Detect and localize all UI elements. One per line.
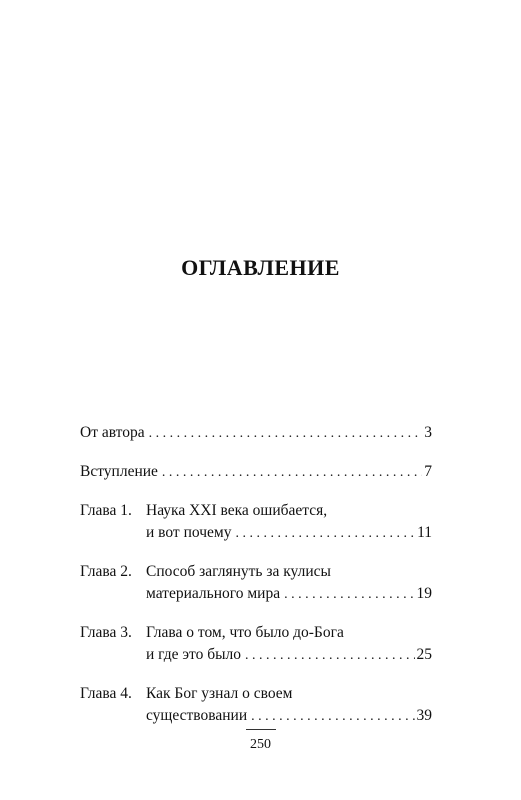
chapter-title-line-2: материального мира — [146, 585, 281, 602]
toc-entry-chapter-4 — [80, 683, 432, 728]
table-of-contents — [80, 422, 432, 728]
chapter-page: 39 — [416, 707, 432, 724]
dot-leader — [235, 523, 415, 545]
dot-leader — [245, 645, 414, 667]
chapter-title-line-2: и вот почему — [146, 524, 232, 541]
toc-title: ОГЛАВЛЕНИЕ — [181, 255, 340, 280]
toc-entry-chapter-1 — [80, 500, 432, 545]
toc-entry-text: От автора — [80, 424, 145, 441]
chapter-label: Глава 1. — [80, 502, 132, 519]
chapter-page: 25 — [416, 646, 432, 663]
dot-leader — [284, 584, 414, 606]
dot-leader — [162, 462, 422, 484]
chapter-label: Глава 2. — [80, 563, 132, 580]
toc-entry-from-author — [80, 422, 432, 445]
toc-entry-chapter-3 — [80, 622, 432, 667]
chapter-title-line-1: Глава о том, что было до-Бога — [146, 624, 344, 641]
chapter-title-line-2: существовании — [146, 707, 248, 724]
dot-leader — [251, 706, 414, 728]
toc-entry-page: 3 — [424, 424, 432, 441]
chapter-title-line-2: и где это было — [146, 646, 242, 663]
toc-entry-chapter-2 — [80, 561, 432, 606]
chapter-title-line-1: Наука XXI века ошибается, — [146, 502, 328, 519]
page-number: 250 — [250, 737, 271, 752]
chapter-page: 11 — [417, 524, 432, 541]
toc-entry-introduction — [80, 461, 432, 484]
chapter-page: 19 — [416, 585, 432, 602]
toc-entry-page: 7 — [424, 463, 432, 480]
chapter-label: Глава 3. — [80, 624, 132, 641]
dot-leader — [149, 423, 423, 445]
chapter-label: Глава 4. — [80, 685, 132, 702]
toc-entry-text: Вступление — [80, 463, 158, 480]
chapter-title-line-1: Способ заглянуть за кулисы — [146, 563, 331, 580]
chapter-title-line-1: Как Бог узнал о своем — [146, 685, 293, 702]
footer-rule — [246, 729, 276, 730]
